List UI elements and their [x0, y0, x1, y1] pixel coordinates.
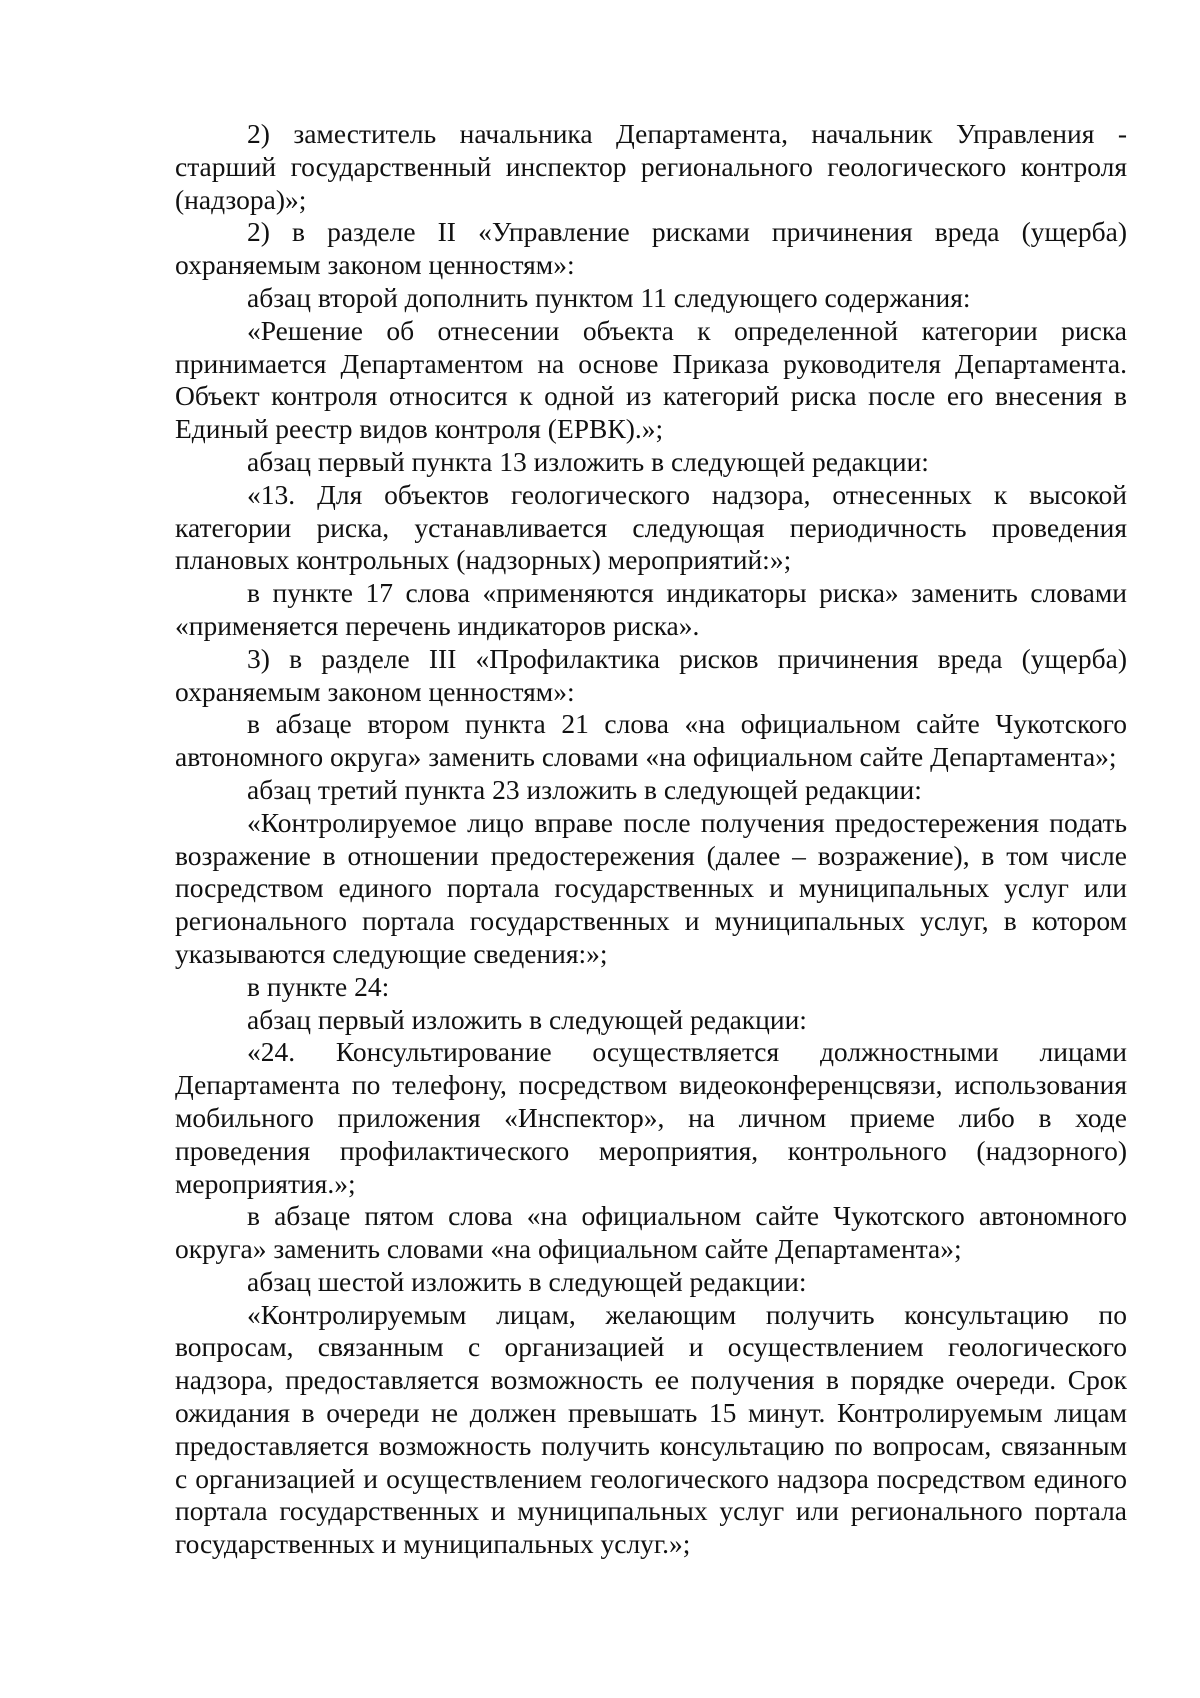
paragraph: «Решение об отнесении объекта к определенной категории риска принимается Департаментом на основе Приказа руководителя Департамента. Объект контроля относится к одной из категорий риска после его внесения в Единый реестр видов контроля (ЕРВК).»; — [175, 314, 1127, 445]
paragraph: в абзаце втором пункта 21 слова «на официальном сайте Чукотского автономного округа» заменить словами «на официальном сайте Департамента»; — [175, 708, 1127, 773]
paragraph: 2) заместитель начальника Департамента, начальник Управления - старший государственный инспектор регионального геологического контроля (надзора)»; — [175, 118, 1127, 215]
paragraph: в пункте 24: — [247, 970, 390, 1002]
paragraph: 3) в разделе III «Профилактика рисков причинения вреда (ущерба) охраняемым законом ценностям»: — [175, 642, 1127, 707]
document-page — [175, 118, 1127, 1561]
paragraph: абзац первый изложить в следующей редакции: — [247, 1003, 807, 1035]
paragraph: абзац первый пункта 13 изложить в следующей редакции: — [247, 445, 929, 477]
paragraph: «Контролируемое лицо вправе после получения предостережения подать возражение в отношении предостережения (далее – возражение), в том числе посредством единого портала государственных и муниципальных услуг или регионального портала государственных и муниципальных услуг, в котором указываются следующие сведения:»; — [175, 806, 1127, 969]
paragraph: абзац третий пункта 23 изложить в следующей редакции: — [247, 773, 922, 805]
paragraph: абзац шестой изложить в следующей редакции: — [247, 1265, 807, 1297]
paragraph: в абзаце пятом слова «на официальном сайте Чукотского автономного округа» заменить словами «на официальном сайте Департамента»; — [175, 1200, 1127, 1265]
paragraph: в пункте 17 слова «применяются индикаторы риска» заменить словами «применяется перечень индикаторов риска». — [175, 577, 1127, 641]
paragraph: «13. Для объектов геологического надзора, отнесенных к высокой категории риска, устанавливается следующая периодичность проведения плановых контрольных (надзорных) мероприятий:»; — [175, 478, 1127, 576]
paragraph: 2) в разделе II «Управление рисками причинения вреда (ущерба) охраняемым законом ценностям»: — [175, 216, 1127, 281]
paragraph: абзац второй дополнить пунктом 11 следующего содержания: — [247, 281, 971, 313]
paragraph: «24. Консультирование осуществляется должностными лицами Департамента по телефону, посредством видеоконференцсвязи, использования мобильного приложения «Инспектор», на личном приеме либо в ходе проведения профилактического мероприятия, контрольного (надзорного) мероприятия.»; — [175, 1036, 1127, 1199]
paragraph: «Контролируемым лицам, желающим получить консультацию по вопросам, связанным с организацией и осуществлением геологического надзора, предоставляется возможность ее получения в порядке очереди. Срок ожидания в очереди не должен превышать 15 минут. Контролируемым лицам предоставляется возможность получить консультацию по вопросам, связанным с организацией и осуществлением геологического надзора посредством единого портала государственных и муниципальных услуг или регионального портала государственных и муниципальных услуг.»; — [175, 1298, 1127, 1560]
